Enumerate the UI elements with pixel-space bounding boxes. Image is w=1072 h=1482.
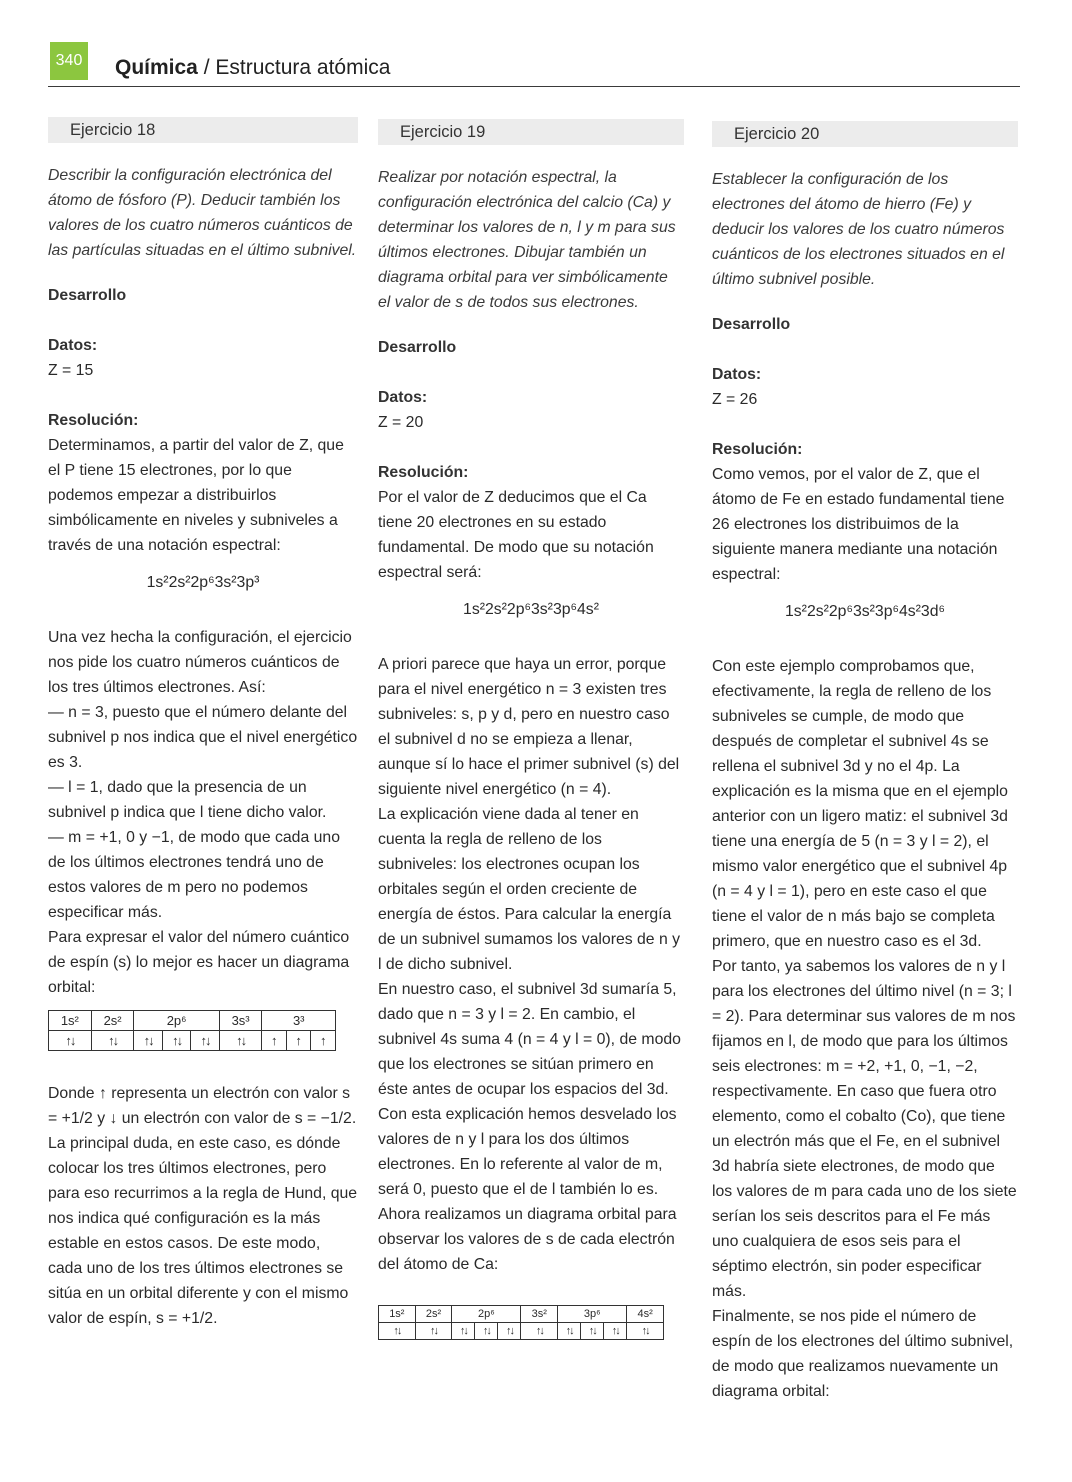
orbital-header: 3s² <box>521 1306 558 1323</box>
exercise-statement: Describir la configuración electrónica del átomo de fósforo (P). Deducir también los valores de los cuatro números cuánticos de las partículas situadas en el último subnivel. <box>48 167 357 259</box>
exercise-statement: Realizar por notación espectral, la configuración electrónica del calcio (Ca) y determinar los valores de n, l y m para sus últimos electrones. Dibujar también un diagrama orbital para ver simbólicamente el valor de s de todos sus electrones. <box>378 169 676 311</box>
exercise-title: Ejercicio 20 <box>712 121 1018 147</box>
spectral-notation: 1s²2s²2p⁶3s²3p³ <box>146 574 260 591</box>
orbital-cell: ↑↓ <box>219 1031 262 1051</box>
paragraph: Una vez hecha la configuración, el ejercicio nos pide los cuatro números cuánticos de los tres últimos electrones. Así: <box>48 629 352 696</box>
orbital-cell: ↑↓ <box>415 1323 452 1340</box>
paragraph: Determinamos, a partir del valor de Z, que el P tiene 15 electrones, por lo que podemos empezar a distribuirlos simbólicamente en niveles y subniveles a través de una notación espectral: <box>48 437 344 554</box>
datos-value: Z = 15 <box>48 362 94 379</box>
paragraph: Con esta explicación hemos desvelado los valores de n y l para los dos últimos electrones. En lo referente al valor de m, será 0, puesto que el de l también lo es. Ahora realizamos un diagrama orbital para observar los valores de s de cada electrón del átomo de Ca: <box>378 1106 677 1273</box>
paragraph: La explicación viene dada al tener en cuenta la regla de relleno de los subniveles: los electrones ocupan los orbitales según el orden creciente de energía de éstos. Para calcular la energía de un subnivel sumamos los valores de n y l de dicho subnivel. <box>378 806 681 973</box>
orbital-cell: ↑↓ <box>134 1031 162 1051</box>
orbital-header: 2p⁶ <box>134 1011 219 1031</box>
exercise-18 <box>48 117 358 1331</box>
datos-value: Z = 26 <box>712 391 758 408</box>
datos-value: Z = 20 <box>378 414 424 431</box>
orbital-cell: ↑↓ <box>498 1323 521 1340</box>
spectral-notation: 1s²2s²2p⁶3s²3p⁶4s²3d⁶ <box>785 603 945 620</box>
orbital-cell: ↑ <box>286 1031 310 1051</box>
exercise-20 <box>712 121 1018 1404</box>
orbital-cell: ↑↓ <box>627 1323 664 1340</box>
paragraph: Como vemos, por el valor de Z, que el átomo de Fe en estado fundamental tiene 26 electrones los distribuimos de la siguiente manera mediante una notación espectral: <box>712 466 1005 583</box>
orbital-cell: ↑↓ <box>379 1323 416 1340</box>
orbital-cell: ↑ <box>262 1031 286 1051</box>
paragraph: — l = 1, dado que la presencia de un subnivel p indica que l tiene dicho valor. <box>48 779 327 821</box>
resolucion-heading: Resolución: <box>712 441 803 458</box>
paragraph: Para expresar el valor del número cuántico de espín (s) lo mejor es hacer un diagrama orbital: <box>48 929 350 996</box>
paragraph: Finalmente, se nos pide el número de espín de los electrones del último subnivel, de modo que realizamos nuevamente un diagrama orbital: <box>712 1308 1014 1400</box>
paragraph: — m = +1, 0 y −1, de modo que cada uno de los últimos electrones tendrá uno de estos valores de m pero no podemos especificar más. <box>48 829 340 921</box>
paragraph: Por el valor de Z deducimos que el Ca tiene 20 electrones en su estado fundamental. De modo que su notación espectral será: <box>378 489 654 581</box>
orbital-cell: ↑↓ <box>162 1031 190 1051</box>
datos-heading: Datos: <box>712 366 762 383</box>
orbital-header: 3p⁶ <box>558 1306 627 1323</box>
orbital-header: 3s³ <box>219 1011 262 1031</box>
orbital-cell: ↑↓ <box>191 1031 219 1051</box>
orbital-diagram <box>48 1010 336 1051</box>
orbital-diagram <box>378 1305 664 1340</box>
paragraph: Con este ejemplo comprobamos que, efectivamente, la regla de relleno de los subniveles se cumple, de modo que después de completar el subnivel 4s se rellena el subnivel 3d y no el 4p. La explicación es la misma que en el ejemplo anterior con un ligero matiz: el subnivel 3d tiene una energía de 5 (n = 3 y l = 2), el mismo valor energético que el subnivel 4p (n = 4 y l = 1), pero en este caso el que tiene el valor de n más bajo se completa primero, que en nuestro caso es el 3d. <box>712 658 1008 950</box>
paragraph: — n = 3, puesto que el número delante del subnivel p nos indica que el nivel energético es 3. <box>48 704 358 771</box>
orbital-cell: ↑↓ <box>521 1323 558 1340</box>
orbital-cell: ↑↓ <box>91 1031 134 1051</box>
header-rule <box>48 86 1020 87</box>
orbital-cell: ↑↓ <box>475 1323 498 1340</box>
orbital-cell: ↑↓ <box>452 1323 475 1340</box>
header-subject: Química <box>115 56 198 79</box>
orbital-header: 3³ <box>262 1011 336 1031</box>
datos-heading: Datos: <box>378 389 428 406</box>
orbital-header: 2s² <box>91 1011 134 1031</box>
desarrollo-heading: Desarrollo <box>378 339 457 356</box>
resolucion-heading: Resolución: <box>48 412 139 429</box>
orbital-cell: ↑↓ <box>581 1323 604 1340</box>
orbital-cell: ↑ <box>311 1031 336 1051</box>
page-number: 340 <box>50 42 88 80</box>
exercise-title: Ejercicio 19 <box>378 119 684 145</box>
orbital-header: 4s² <box>627 1306 664 1323</box>
paragraph: A priori parece que haya un error, porque para el nivel energético n = 3 existen tres subniveles: s, p y d, pero en nuestro caso el subnivel d no se empieza a llenar, aunque sí lo hace el primer subnivel (s) del siguiente nivel energético (n = 4). <box>378 656 680 798</box>
orbital-header: 1s² <box>49 1011 92 1031</box>
orbital-header: 2s² <box>415 1306 452 1323</box>
exercise-title: Ejercicio 18 <box>48 117 358 143</box>
desarrollo-heading: Desarrollo <box>712 316 791 333</box>
orbital-header: 2p⁶ <box>452 1306 521 1323</box>
paragraph: En nuestro caso, el subnivel 3d sumaría 5, dado que n = 3 y l = 2. En cambio, el subnivel 4s suma 4 (n = 4 y l = 0), de modo que los electrones se sitúan primero en éste antes de ocupar los espacios del 3d. <box>378 981 681 1098</box>
resolucion-heading: Resolución: <box>378 464 469 481</box>
datos-heading: Datos: <box>48 337 98 354</box>
header-chapter: / Estructura atómica <box>197 56 391 79</box>
desarrollo-heading: Desarrollo <box>48 287 127 304</box>
orbital-cell: ↑↓ <box>49 1031 92 1051</box>
exercise-statement: Establecer la configuración de los electrones del átomo de hierro (Fe) y deducir los valores de los cuatro números cuánticos de los electrones situados en el último subnivel posible. <box>712 171 1005 288</box>
paragraph: Donde ↑ representa un electrón con valor s = +1/2 y ↓ un electrón con valor de s = −1/2. La principal duda, en este caso, es dónde colocar los tres últimos electrones, pero para eso recurrimos a la regla de Hund, que nos indica qué configuración es la más estable en estos casos. De este modo, cada uno de los tres últimos electrones se sitúa en un orbital diferente y con el mismo valor de espín, s = +1/2. <box>48 1085 358 1327</box>
orbital-cell: ↑↓ <box>558 1323 581 1340</box>
spectral-notation: 1s²2s²2p⁶3s²3p⁶4s² <box>463 601 599 618</box>
running-header <box>115 56 390 80</box>
paragraph: Por tanto, ya sabemos los valores de n y l para los electrones del último nivel (n = 3; l = 2). Para determinar sus valores de m nos fijamos en l, de modo que para los últimos seis electrones: m = +2, +1, 0, −1, −2, respectivamente. En caso que fuera otro elemento, como el cobalto (Co), que tiene un electrón más que el Fe, en el subnivel 3d habría siete electrones, de modo que los valores de m para cada uno de los siete serían los seis descritos para el Fe más uno cualquiera de esos seis para el séptimo electrón, sin poder especificar más. <box>712 958 1017 1300</box>
exercise-19 <box>378 119 684 1340</box>
orbital-cell: ↑↓ <box>604 1323 627 1340</box>
orbital-header: 1s² <box>379 1306 416 1323</box>
